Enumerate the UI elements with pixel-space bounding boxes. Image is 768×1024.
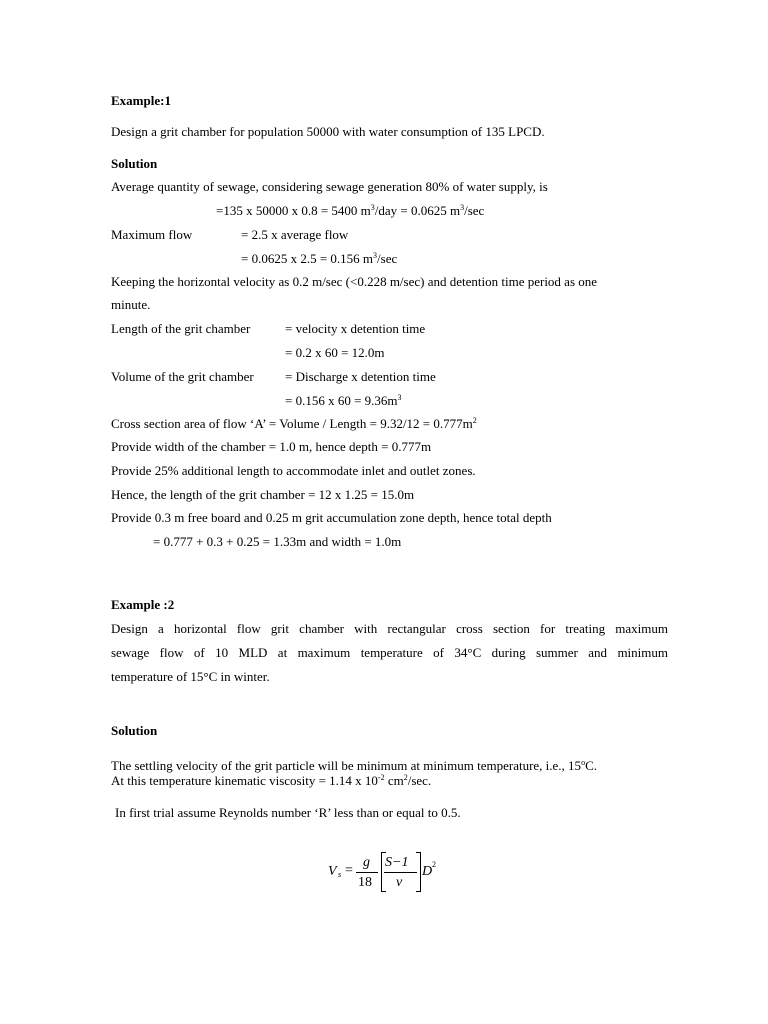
trial-line: In first trial assume Reynolds number ‘R’ less than or equal to 0.5. <box>115 805 461 820</box>
max-flow-calc-1: = 2.5 x average flow <box>241 227 349 242</box>
length-calc-1: = velocity x detention time <box>285 321 426 336</box>
eq-nu: ν <box>396 875 403 890</box>
eq-lhs-sub: s <box>338 870 342 879</box>
eq-frac-bar-1 <box>356 872 378 873</box>
additional-length-line: Provide 25% additional length to accommodate inlet and outlet zones. <box>111 463 476 478</box>
settling-line-2: At this temperature kinematic viscosity = 1.14 x $10^{-2}$ $cm^2/\sec$. <box>111 773 432 788</box>
eq-d: D <box>422 864 433 879</box>
cross-section-line: Cross section area of flow ‘A’ = Volume / Length = $9.32/12 = 0.777m^2$ <box>111 416 477 431</box>
free-board-line: Provide 0.3 m free board and 0.25 m grit accumulation zone depth, hence total depth <box>111 510 552 525</box>
settling-velocity-equation <box>326 852 456 898</box>
example2-solution-heading: Solution <box>111 723 158 738</box>
length-label: Length of the grit chamber <box>111 321 251 336</box>
eq-equals: = <box>345 863 353 878</box>
total-depth-line: = 0.777 + 0.3 + 0.25 = 1.33m and width = 1.0m <box>153 534 402 549</box>
settling-line-1: The settling velocity of the grit particle will be minimum at minimum temperature, i.e., 15$^o$C. <box>111 758 597 773</box>
total-length-line: Hence, the length of the grit chamber = 12 x 1.25 = 15.0m <box>111 487 415 502</box>
velocity-line-1: Keeping the horizontal velocity as 0.2 m/sec (<0.228 m/sec) and detention time period as one <box>111 274 598 289</box>
eq-right-bracket <box>416 852 421 892</box>
volume-calc-2: = 0.156 x $60 = 9.36m^3$ <box>285 393 402 408</box>
eq-g: g <box>363 855 370 870</box>
example2-heading: Example :2 <box>111 597 175 612</box>
eq-s-minus-1: S−1 <box>385 855 409 870</box>
eq-lhs: V <box>328 864 337 879</box>
example1-heading: Example:1 <box>111 93 171 108</box>
example2-problem-line-1: Design a horizontal flow grit chamber with rectangular cross section for treating maximum <box>111 621 668 636</box>
avg-sewage-label: Average quantity of sewage, considering sewage generation 80% of water supply, is <box>111 179 548 194</box>
example1-problem: Design a grit chamber for population 50000 with water consumption of 135 LPCD. <box>111 124 545 139</box>
example2-problem-line-3: temperature of 15°C in winter. <box>111 669 270 684</box>
velocity-line-2: minute. <box>111 297 151 312</box>
max-flow-calc-2: = 0.0625 x 2.5 = 0.156 $m^3/\sec$ <box>241 251 398 266</box>
eq-frac-bar-2 <box>384 872 417 873</box>
eq-d-sup: 2 <box>432 860 436 869</box>
volume-calc-1: = Discharge x detention time <box>285 369 436 384</box>
volume-label: Volume of the grit chamber <box>111 369 254 384</box>
avg-sewage-calc: =135 x 50000 x 0.8 = 5400 $m^3$/day = 0.0625 $m^3/\sec$ <box>216 203 485 218</box>
length-calc-2: = 0.2 x 60 = 12.0m <box>285 345 385 360</box>
eq-18: 18 <box>358 875 372 890</box>
example1-solution-heading: Solution <box>111 156 158 171</box>
max-flow-label: Maximum flow <box>111 227 193 242</box>
example2-problem-line-2: sewage flow of 10 MLD at maximum temperature of 34°C during summer and minimum <box>111 645 668 660</box>
width-line: Provide width of the chamber = 1.0 m, hence depth = 0.777m <box>111 439 432 454</box>
